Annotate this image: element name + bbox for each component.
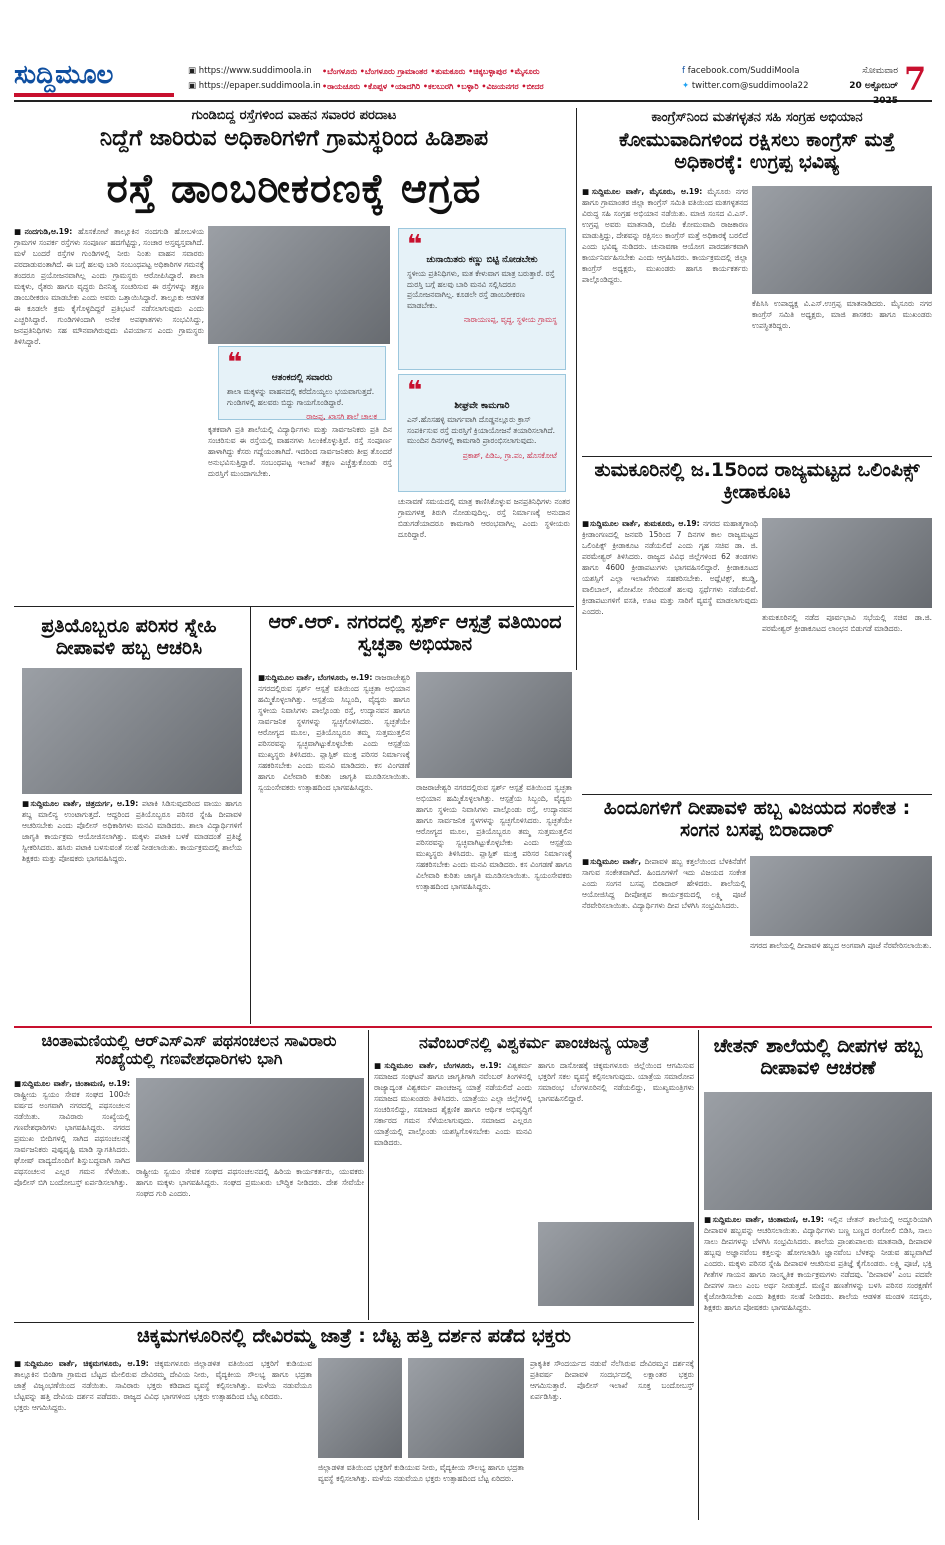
chetan-body <box>704 1214 932 1522</box>
chetan-byline: ■ಸುದ್ದಿಮೂಲ ವಾರ್ತೆ, ಚಿಂತಾಮಣಿ, ಆ.19: <box>704 1215 824 1224</box>
section-rule <box>582 456 932 457</box>
city-editions-line2: •ರಾಯಚೂರು •ಕೊಪ್ಪಳ •ಯಾದಗಿರಿ •ಕಲಬುರಗಿ •ಬಳ್ಳಾರಿ •ವಿಜಯನಗರ •ಬೀದರ <box>322 82 544 91</box>
quote-box-3 <box>398 374 566 492</box>
olympics-photo <box>762 518 932 608</box>
quote-mark-icon: ❝ <box>227 348 243 378</box>
lead-kicker: ಗುಂಡಿಬಿದ್ದ ರಸ್ತೆಗಳಿಂದ ವಾಹನ ಸವಾರರ ಪರದಾಟ <box>191 108 397 123</box>
deviramma-body-col4: ಪ್ರಾಕೃತಿಕ ಸೌಂದರ್ಯದ ನಡುವೆ ನೆಲೆಸಿರುವ ದೇವಿರಮ್ಮನ ದರ್ಶನಕ್ಕೆ ಪ್ರತಿವರ್ಷ ದೀಪಾವಳಿ ಸಂದರ್ಭದಲ್ಲಿ ಲಕ್ಷಾಂತರ ಭಕ್ತರು ಆಗಮಿಸುತ್ತಾರೆ. ಪೊಲೀಸ್ ಇಲಾಖೆ ಸೂಕ್ತ ಬಂದೋಬಸ್ತ್ ಏರ್ಪಡಿಸಿತ್ತು. <box>530 1359 694 1401</box>
sparsh-body-col2: ರಾಜರಾಜೇಶ್ವರಿ ನಗರದಲ್ಲಿರುವ ಸ್ಪರ್ಶ್ ಆಸ್ಪತ್ರೆ ವತಿಯಿಂದ ಸ್ವಚ್ಛತಾ ಅಭಿಯಾನ ಹಮ್ಮಿಕೊಳ್ಳಲಾಗಿತ್ತು. ಆಸ್ಪತ್ರೆಯ ಸಿಬ್ಬಂದಿ, ವೈದ್ಯರು ಹಾಗೂ ಸ್ಥಳೀಯ ನಿವಾಸಿಗಳು ಪಾಲ್ಗೊಂಡು ರಸ್ತೆ, ಉದ್ಯಾನವನ ಹಾಗೂ ಸಾರ್ವಜನಿಕ ಸ್ಥಳಗಳನ್ನು ಸ್ವಚ್ಛಗೊಳಿಸಿದರು. ಸ್ವಚ್ಛತೆಯೇ ಆರೋಗ್ಯದ ಮೂಲ, ಪ್ರತಿಯೊಬ್ಬರೂ ತಮ್ಮ ಸುತ್ತಮುತ್ತಲಿನ ಪರಿಸರವನ್ನು ಸ್ವಚ್ಛವಾಗಿಟ್ಟುಕೊಳ್ಳಬೇಕು ಎಂದು ಆಸ್ಪತ್ರೆಯ ಮುಖ್ಯಸ್ಥರು ತಿಳಿಸಿದರು. ಪ್ಲಾಸ್ಟಿಕ್ ಮುಕ್ತ ಪರಿಸರ ನಿರ್ಮಾಣಕ್ಕೆ ಸಹಕರಿಸಬೇಕು ಎಂದು ಮನವಿ ಮಾಡಿದರು. ಕಸ ವಿಂಗಡಣೆ ಹಾಗೂ ವಿಲೇವಾರಿ ಕುರಿತು ಜಾಗೃತಿ ಮೂಡಿಸಲಾಯಿತು. ಸ್ವಯಂಸೇವಕರು ಉತ್ಸಾಹದಿಂದ ಭಾಗವಹಿಸಿದ್ದರು. <box>416 783 572 891</box>
sangana-byline: ■ಸುದ್ದಿಮೂಲ ವಾರ್ತೆ, <box>582 857 642 866</box>
vishwakarma-headline: ನವೆಂಬರ್‌ನಲ್ಲಿ ವಿಶ್ವಕರ್ಮ ಪಾಂಚಜನ್ಯ ಯಾತ್ರೆ <box>418 1033 650 1052</box>
social-links <box>682 64 808 94</box>
deviramma-temple-photo <box>318 1358 402 1458</box>
lead-headline: ರಸ್ತೆ ಡಾಂಬರೀಕರಣಕ್ಕೆ ಆಗ್ರಹ <box>106 166 482 212</box>
congress-headline: ಕೋಮುವಾದಿಗಳಿಂದ ರಕ್ಷಿಸಲು ಕಾಂಗ್ರೆಸ್ ಮತ್ತೆ ಅಧಿಕಾರಕ್ಕೆ: ಉಗ್ರಪ್ಪ ಭವಿಷ್ಯ <box>619 129 895 173</box>
rss-march-photo <box>136 1078 364 1162</box>
quote-title: ಚುನಾಯಿತರು ಕಣ್ಣು ಬಿಟ್ಟಿ ನೋಡಬೇಕು <box>426 255 538 265</box>
city-editions <box>322 64 668 94</box>
deviramma-text: ಚಿಕ್ಕಮಗಳೂರು ತಾಲ್ಲೂಕಿನ ಬಿಂಡಿಗಾ ಗ್ರಾಮದ ಬೆಟ್ಟದ ಮೇಲಿರುವ ದೇವಿರಮ್ಮ ದೇವಿಯ ಜಾತ್ರೆ ವಿಜೃಂಭಣೆಯಿಂದ ನಡೆಯಿತು. ಸಾವಿರಾರು ಭಕ್ತರು ಕಡಿದಾದ ಬೆಟ್ಟವನ್ನು ಹತ್ತಿ ದೇವಿಯ ದರ್ಶನ ಪಡೆದರು. ರಾಜ್ಯದ ವಿವಿಧ ಭಾಗಗಳಿಂದ ಭಕ್ತರು ಆಗಮಿಸಿದ್ದರು. <box>14 1359 190 1412</box>
column-divider <box>250 606 251 1024</box>
rss-headline: ಚಿಂತಾಮಣಿಯಲ್ಲಿ ಆರ್‌ಎಸ್‌ಎಸ್ ಪಥಸಂಚಲನ ಸಾವಿರಾರು ಸಂಖ್ಯೆಯಲ್ಲಿ ಗಣವೇಶಧಾರಿಗಳು ಭಾಗಿ <box>41 1031 337 1069</box>
quote-text: ಸ್ಥಳೀಯ ಪ್ರತಿನಿಧಿಗಳು, ಮತ ಕೇಳುವಾಗ ಮಾತ್ರ ಬರುತ್ತಾರೆ. ರಸ್ತೆ ದುರಸ್ತಿ ಬಗ್ಗೆ ಹಲವು ಬಾರಿ ಮನವಿ ಸಲ್ಲಿಸಿದರೂ ಪ್ರಯೋಜನವಾಗಿಲ್ಲ. ಕೂಡಲೇ ರಸ್ತೆ ಡಾಂಬರೀಕರಣ ಮಾಡಬೇಕು. <box>407 269 555 310</box>
sparsh-body <box>258 672 410 1022</box>
lead-deck: ನಿದ್ದೆಗೆ ಜಾರಿರುವ ಅಧಿಕಾರಿಗಳಿಗೆ ಗ್ರಾಮಸ್ಥರಿಂದ ಹಿಡಿಶಾಪ <box>99 126 489 151</box>
quote-mark-icon: ❝ <box>407 376 423 406</box>
sparsh-text: ರಾಜರಾಜೇಶ್ವರಿ ನಗರದಲ್ಲಿರುವ ಸ್ಪರ್ಶ್ ಆಸ್ಪತ್ರೆ ವತಿಯಿಂದ ಸ್ವಚ್ಛತಾ ಅಭಿಯಾನ ಹಮ್ಮಿಕೊಳ್ಳಲಾಗಿತ್ತು. ಆಸ್ಪತ್ರೆಯ ಸಿಬ್ಬಂದಿ, ವೈದ್ಯರು ಹಾಗೂ ಸ್ಥಳೀಯ ನಿವಾಸಿಗಳು ಪಾಲ್ಗೊಂಡು ರಸ್ತೆ, ಉದ್ಯಾನವನ ಹಾಗೂ ಸಾರ್ವಜನಿಕ ಸ್ಥಳಗಳನ್ನು ಸ್ವಚ್ಛಗೊಳಿಸಿದರು. ಸ್ವಚ್ಛತೆಯೇ ಆರೋಗ್ಯದ ಮೂಲ, ಪ್ರತಿಯೊಬ್ಬರೂ ತಮ್ಮ ಸುತ್ತಮುತ್ತಲಿನ ಪರಿಸರವನ್ನು ಸ್ವಚ್ಛವಾಗಿಟ್ಟುಕೊಳ್ಳಬೇಕು ಎಂದು ಆಸ್ಪತ್ರೆಯ ಮುಖ್ಯಸ್ಥರು ತಿಳಿಸಿದರು. ಪ್ಲಾಸ್ಟಿಕ್ ಮುಕ್ತ ಪರಿಸರ ನಿರ್ಮಾಣಕ್ಕೆ ಸಹಕರಿಸಬೇಕು ಎಂದು ಮನವಿ ಮಾಡಿದರು. ಕಸ ವಿಂಗಡಣೆ ಹಾಗೂ ವಿಲೇವಾರಿ ಕುರಿತು ಜಾಗೃತಿ ಮೂಡಿಸಲಾಯಿತು. ಸ್ವಯಂಸೇವಕರು ಉತ್ಸಾಹದಿಂದ ಭಾಗವಹಿಸಿದ್ದರು. <box>258 673 410 792</box>
sparsh-byline: ■ಸುದ್ದಿಮೂಲ ವಾರ್ತೆ, ಬೆಂಗಳೂರು, ಆ.19: <box>258 673 373 682</box>
twitter-link[interactable]: twitter.com@suddimoola22 <box>691 81 809 91</box>
deviramma-headline: ಚಿಕ್ಕಮಗಳೂರಿನಲ್ಲಿ ದೇವಿರಮ್ಮ ಜಾತ್ರೆ : ಬೆಟ್ಟ ಹತ್ತಿ ದರ್ಶನ ಪಡೆದ ಭಕ್ತರು <box>137 1325 571 1347</box>
issue-day: ಸೋಮವಾರ <box>862 66 898 76</box>
eco-deepavali-text: ಪಟಾಕಿ ಸಿಡಿಸುವುದರಿಂದ ವಾಯು ಹಾಗೂ ಶಬ್ದ ಮಾಲಿನ್ಯ ಉಂಟಾಗುತ್ತದೆ. ಆದ್ದರಿಂದ ಪ್ರತಿಯೊಬ್ಬರೂ ಪರಿಸರ ಸ್ನೇಹಿ ದೀಪಾವಳಿ ಆಚರಿಸಬೇಕು ಎಂದು ಪೊಲೀಸ್ ಅಧಿಕಾರಿಗಳು ಮನವಿ ಮಾಡಿದರು. ಶಾಲಾ ವಿದ್ಯಾರ್ಥಿಗಳಿಗೆ ಜಾಗೃತಿ ಕಾರ್ಯಕ್ರಮ ಆಯೋಜಿಸಲಾಗಿತ್ತು. ಮಕ್ಕಳು ಪಟಾಕಿ ಬಳಕೆ ಮಾಡದಂತೆ ಪ್ರತಿಜ್ಞೆ ಸ್ವೀಕರಿಸಿದರು. ಹಸಿರು ಪಟಾಕಿ ಬಳಸುವಂತೆ ಸಲಹೆ ನೀಡಲಾಯಿತು. ಕಾರ್ಯಕ್ರಮದಲ್ಲಿ ಶಾಲೆಯ ಶಿಕ್ಷಕರು ಮತ್ತು ಪೋಷಕರು ಭಾಗವಹಿಸಿದ್ದರು. <box>22 799 242 863</box>
brand-logo: ಸುದ್ದಿಮೂಲ <box>14 60 114 90</box>
section-rule <box>14 1026 932 1028</box>
quote-title: ಶೀಘ್ರವೇ ಕಾಮಗಾರಿ <box>454 401 510 411</box>
congress-text: ಮೈಸೂರು ನಗರ ಹಾಗೂ ಗ್ರಾಮಾಂತರ ಜಿಲ್ಲಾ ಕಾಂಗ್ರೆಸ್ ಸಮಿತಿ ವತಿಯಿಂದ ಮತಗಳ್ಳತನದ ವಿರುದ್ಧ ಸಹಿ ಸಂಗ್ರಹ ಅಭಿಯಾನ ನಡೆಯಿತು. ಮಾಜಿ ಸಂಸದ ವಿ.ಎಸ್. ಉಗ್ರಪ್ಪ ಅವರು ಮಾತನಾಡಿ, ಬಿಜೆಪಿ ಕೋಮುವಾದಿ ರಾಜಕಾರಣ ಮಾಡುತ್ತಿದ್ದು, ದೇಶವನ್ನು ರಕ್ಷಿಸಲು ಕಾಂಗ್ರೆಸ್ ಮತ್ತೆ ಅಧಿಕಾರಕ್ಕೆ ಬರಲಿದೆ ಎಂದು ಭವಿಷ್ಯ ನುಡಿದರು. ಚುನಾವಣಾ ಆಯೋಗ ಪಾರದರ್ಶಕವಾಗಿ ಕಾರ್ಯನಿರ್ವಹಿಸಬೇಕು ಎಂದು ಆಗ್ರಹಿಸಿದರು. ಕಾರ್ಯಕ್ರಮದಲ್ಲಿ ಜಿಲ್ಲಾ ಕಾಂಗ್ರೆಸ್ ಅಧ್ಯಕ್ಷರು, ಮುಖಂಡರು ಹಾಗೂ ಕಾರ್ಯಕರ್ತರು ಪಾಲ್ಗೊಂಡಿದ್ದರು. <box>582 187 748 284</box>
lead-body: ಹೊಸಕೋಟೆ ತಾಲ್ಲೂಕಿನ ನಂದಗುಡಿ ಹೋಬಳಿಯ ಗ್ರಾಮಗಳ ಸಂಪರ್ಕ ರಸ್ತೆಗಳು ಸಂಪೂರ್ಣ ಹದಗೆಟ್ಟಿದ್ದು, ಸಂಚಾರ ಅಸ್ತವ್ಯಸ್ತವಾಗಿದೆ. ಮಳೆ ಬಂದರೆ ರಸ್ತೆಗಳ ಗುಂಡಿಗಳಲ್ಲಿ ನೀರು ನಿಂತು ವಾಹನ ಸವಾರರು ಪರದಾಡುವಂತಾಗಿದೆ. ಈ ಬಗ್ಗೆ ಹಲವು ಬಾರಿ ಸಂಬಂಧಪಟ್ಟ ಅಧಿಕಾರಿಗಳ ಗಮನಕ್ಕೆ ತಂದರೂ ಪ್ರಯೋಜನವಾಗಿಲ್ಲ ಎಂದು ಗ್ರಾಮಸ್ಥರು ಆರೋಪಿಸಿದ್ದಾರೆ. ಶಾಲಾ ಮಕ್ಕಳು, ರೈತರು ಹಾಗೂ ವೃದ್ಧರು ದಿನನಿತ್ಯ ಸಂಚರಿಸುವ ಈ ರಸ್ತೆಗಳನ್ನು ತಕ್ಷಣ ಡಾಂಬರೀಕರಣ ಮಾಡಬೇಕು ಎಂದು ಅವರು ಒತ್ತಾಯಿಸಿದ್ದಾರೆ. ತಾಲ್ಲೂಕು ಆಡಳಿತ ಈ ಕೂಡಲೇ ಕ್ರಮ ಕೈಗೊಳ್ಳದಿದ್ದರೆ ಪ್ರತಿಭಟನೆ ನಡೆಸಲಾಗುವುದು ಎಂದು ಎಚ್ಚರಿಸಿದ್ದಾರೆ. ಗುಂಡಿಗಳಿಂದಾಗಿ ಅನೇಕ ಅಪಘಾತಗಳು ಸಂಭವಿಸಿದ್ದು, ಜನಪ್ರತಿನಿಧಿಗಳು ಸಹ ಮೌನವಾಗಿರುವುದು ವಿಪರ್ಯಾಸ ಎಂದು ಗ್ರಾಮಸ್ಥರು ತಿಳಿಸಿದ್ದಾರೆ. <box>14 227 204 346</box>
lead-body-col1 <box>14 226 204 488</box>
congress-caption: ಕೆಪಿಸಿಸಿ ಉಪಾಧ್ಯಕ್ಷ ವಿ.ಎಸ್.ಉಗ್ರಪ್ಪ ಮಾತನಾಡಿದರು. ಮೈಸೂರು ನಗರ ಕಾಂಗ್ರೆಸ್ ಸಮಿತಿ ಅಧ್ಯಕ್ಷರು, ಮಾಜಿ ಶಾಸಕರು ಹಾಗೂ ಮುಖಂಡರು ಉಪಸ್ಥಿತರಿದ್ದರು. <box>752 299 932 330</box>
deviramma-crowd-photo <box>408 1358 524 1458</box>
section-rule <box>14 606 574 607</box>
masthead <box>14 60 932 106</box>
olympics-byline: ■ಸುದ್ದಿಮೂಲ ವಾರ್ತೆ, ತುಮಕೂರು, ಆ.19: <box>582 519 700 528</box>
column-divider <box>576 108 577 670</box>
eco-deepavali-headline: ಪ್ರತಿಯೊಬ್ಬರೂ ಪರಿಸರ ಸ್ನೇಹಿ ದೀಪಾವಳಿ ಹಬ್ಬ ಆಚರಿಸಿ <box>41 615 217 659</box>
vishwakarma-body-col2: ಹಾಗೂ ದಾಸೋಹಕ್ಕೆ ಚಿಕ್ಕಮಗಳೂರು ಜಿಲ್ಲೆಯಿಂದ ಆಗಮಿಸುವ ಭಕ್ತರಿಗೆ ಸಕಲ ವ್ಯವಸ್ಥೆ ಕಲ್ಪಿಸಲಾಗುವುದು. ಯಾತ್ರೆಯ ಸಮಾರೋಪ ಸಮಾರಂಭ ಬೆಂಗಳೂರಿನಲ್ಲಿ ನಡೆಯಲಿದ್ದು, ಮುಖ್ಯಮಂತ್ರಿಗಳು ಭಾಗವಹಿಸಲಿದ್ದಾರೆ. <box>538 1061 694 1103</box>
quote-box-1 <box>398 228 566 370</box>
quote-title: ಆತಂಕದಲ್ಲಿ ಸವಾರರು <box>271 373 333 383</box>
congress-body <box>582 186 748 454</box>
chetan-text: ಇಲ್ಲಿನ ಚೇತನ್ ಶಾಲೆಯಲ್ಲಿ ಅದ್ದೂರಿಯಾಗಿ ದೀಪಾವಳಿ ಹಬ್ಬವನ್ನು ಆಚರಿಸಲಾಯಿತು. ವಿದ್ಯಾರ್ಥಿಗಳು ಬಣ್ಣ ಬಣ್ಣದ ರಂಗೋಲಿ ಬಿಡಿಸಿ, ಸಾಲು ಸಾಲು ದೀಪಗಳನ್ನು ಬೆಳಗಿಸಿ ಸಂಭ್ರಮಿಸಿದರು. ಶಾಲೆಯ ಪ್ರಾಂಶುಪಾಲರು ಮಾತನಾಡಿ, ದೀಪಾವಳಿ ಹಬ್ಬವು ಅಜ್ಞಾನವೆಂಬ ಕತ್ತಲನ್ನು ಹೋಗಲಾಡಿಸಿ ಜ್ಞಾನವೆಂಬ ಬೆಳಕನ್ನು ನೀಡುವ ಹಬ್ಬವಾಗಿದೆ ಎಂದರು. ಮಕ್ಕಳು ಪರಿಸರ ಸ್ನೇಹಿ ದೀಪಾವಳಿ ಆಚರಿಸುವ ಪ್ರತಿಜ್ಞೆ ಕೈಗೊಂಡರು. ಲಕ್ಷ್ಮಿ ಪೂಜೆ, ಭಕ್ತಿ ಗೀತೆಗಳ ಗಾಯನ ಹಾಗೂ ಸಾಂಸ್ಕೃತಿಕ ಕಾರ್ಯಕ್ರಮಗಳು ನಡೆದವು. 'ದೀಪಾವಳಿ' ಎಂಬ ಪದವೇ ದೀಪಗಳ ಸಾಲು ಎಂಬ ಅರ್ಥ ನೀಡುತ್ತದೆ. ಮಣ್ಣಿನ ಹಣತೆಗಳನ್ನು ಬಳಸಿ ಪರಿಸರ ಸಂರಕ್ಷಣೆಗೆ ಕೈಜೋಡಿಸಬೇಕು ಎಂದು ಶಿಕ್ಷಕರು ಸಲಹೆ ನೀಡಿದರು. ಶಾಲೆಯ ಆಡಳಿತ ಮಂಡಳಿ ಸದಸ್ಯರು, ಶಿಕ್ಷಕರು ಹಾಗೂ ಪೋಷಕರು ಭಾಗವಹಿಸಿದ್ದರು. <box>704 1215 932 1312</box>
deviramma-body-col2: ಜಿಲ್ಲಾಡಳಿತ ವತಿಯಿಂದ ಭಕ್ತರಿಗೆ ಕುಡಿಯುವ ನೀರು, ವೈದ್ಯಕೀಯ ಸೌಲಭ್ಯ ಹಾಗೂ ಭದ್ರತಾ ವ್ಯವಸ್ಥೆ ಕಲ್ಪಿಸಲಾಗಿತ್ತು. ಮಳೆಯ ನಡುವೆಯೂ ಭಕ್ತರು ಉತ್ಸಾಹದಿಂದ ಬೆಟ್ಟ ಏರಿದರು. <box>194 1359 312 1401</box>
congress-byline: ■ಸುದ್ದಿಮೂಲ ವಾರ್ತೆ, ಮೈಸೂರು, ಆ.19: <box>582 187 703 196</box>
eco-deepavali-body <box>22 798 242 1022</box>
eco-deepavali-photo <box>22 668 242 794</box>
issue-date <box>824 64 898 109</box>
chetan-headline: ಚೇತನ್ ಶಾಲೆಯಲ್ಲಿ ದೀಪಗಳ ಹಬ್ಬ ದೀಪಾವಳಿ ಆಚರಣೆ <box>713 1035 923 1079</box>
lead-byline: ■ನಂದಗುಡಿ,ಆ.19: <box>14 227 73 236</box>
rss-body-col2: ರಾಷ್ಟ್ರೀಯ ಸ್ವಯಂ ಸೇವಕ ಸಂಘದ ಪಥಸಂಚಲನದಲ್ಲಿ ಹಿರಿಯ ಕಾರ್ಯಕರ್ತರು, ಯುವಕರು ಹಾಗೂ ಮಕ್ಕಳು ಭಾಗವಹಿಸಿದ್ದರು. ಸಂಘದ ಪ್ರಮುಖರು ಬೌದ್ಧಿಕ ನೀಡಿದರು. ದೇಶ ಸೇವೆಯೇ ಸಂಘದ ಗುರಿ ಎಂದರು. <box>136 1167 364 1198</box>
sangana-photo <box>750 856 932 936</box>
quote-mark-icon: ❝ <box>407 230 423 260</box>
quote-text: ಎನ್.ಹೊಸಹಳ್ಳಿ ಮಾರ್ಗವಾಗಿ ದೊಡ್ಡನಲ್ಲೂರು ಕ್ರಾಸ್ ಸಂಪರ್ಕಿಸುವ ರಸ್ತೆ ದುರಸ್ತಿಗೆ ಕ್ರಿಯಾಯೋಜನೆ ತಯಾರಿಸಲಾಗಿದೆ. ಮುಂದಿನ ದಿನಗಳಲ್ಲಿ ಕಾಮಗಾರಿ ಪ್ರಾರಂಭಿಸಲಾಗುವುದು. <box>407 415 556 445</box>
brand-stripe <box>14 93 174 97</box>
page-number: 7 <box>904 60 927 98</box>
city-editions-line1: •ಬೆಂಗಳೂರು •ಬೆಂಗಳೂರು ಗ್ರಾಮಾಂತರ •ತುಮಕೂರು •ಚಿಕ್ಕಬಳ್ಳಾಪುರ •ಮೈಸೂರು <box>322 67 540 76</box>
sangana-headline: ಹಿಂದೂಗಳಿಗೆ ದೀಪಾವಳಿ ಹಬ್ಬ ವಿಜಯದ ಸಂಕೇತ : ಸಂಗನ ಬಸಪ್ಪ ಬಿರಾದಾರ್ <box>603 797 911 841</box>
epaper-url-link[interactable]: https://epaper.suddimoola.in <box>198 81 321 91</box>
quote-author: ಪ್ರಕಾಶ್, ಪಿಡಿಒ, ಗ್ರಾ.ಪಂ, ಹೊಸಕೋಟೆ <box>462 450 557 460</box>
quote-author: ರಾಜಪ್ಪ, ಖಾಸಗಿ ಶಾಲೆ ಚಾಲಕ <box>306 412 377 421</box>
column-divider <box>698 1030 699 1520</box>
section-rule <box>582 794 932 795</box>
column-divider <box>368 1030 369 1320</box>
vishwakarma-photo <box>538 1222 694 1306</box>
masthead-urls: ▣ https://www.suddimoola.in ▣ https://epaper.suddimoola.in <box>188 66 321 91</box>
rss-body <box>14 1078 130 1320</box>
lead-body-col2: ಕೃತಕವಾಗಿ ಪ್ರತಿ ಶಾಲೆಯಲ್ಲಿ ವಿದ್ಯಾರ್ಥಿಗಳು ಮತ್ತು ಸಾರ್ವಜನಿಕರು ಪ್ರತಿ ದಿನ ಸಂಚರಿಸುವ ಈ ರಸ್ತೆಯಲ್ಲಿ ವಾಹನಗಳು ಸಿಲುಕಿಕೊಳ್ಳುತ್ತಿವೆ. ರಸ್ತೆ ಸಂಪೂರ್ಣ ಹಾಳಾಗಿದ್ದು ಕೆಸರು ಗದ್ದೆಯಂತಾಗಿದೆ. ಇದರಿಂದ ಸಾರ್ವಜನಿಕರು ತೀವ್ರ ತೊಂದರೆ ಅನುಭವಿಸುತ್ತಿದ್ದಾರೆ. ಸಂಬಂಧಪಟ್ಟ ಇಲಾಖೆ ತಕ್ಷಣ ಎಚ್ಚೆತ್ತುಕೊಂಡು ರಸ್ತೆ ದುರಸ್ತಿಗೆ ಮುಂದಾಗಬೇಕು. <box>208 425 392 478</box>
vishwakarma-text: ವಿಶ್ವಕರ್ಮ ಸಮಾಜದ ಸಂಘಟನೆ ಹಾಗೂ ಜಾಗೃತಿಗಾಗಿ ನವೆಂಬರ್ ತಿಂಗಳಿನಲ್ಲಿ ರಾಜ್ಯಾದ್ಯಂತ ವಿಶ್ವಕರ್ಮ ಪಾಂಚಜನ್ಯ ಯಾತ್ರೆ ನಡೆಯಲಿದೆ ಎಂದು ಸಮಾಜದ ಮುಖಂಡರು ತಿಳಿಸಿದರು. ಯಾತ್ರೆಯು ಎಲ್ಲಾ ಜಿಲ್ಲೆಗಳಲ್ಲಿ ಸಂಚರಿಸಲಿದ್ದು, ಸಮಾಜದ ಶೈಕ್ಷಣಿಕ ಹಾಗೂ ಆರ್ಥಿಕ ಅಭಿವೃದ್ಧಿಗೆ ಸರ್ಕಾರದ ಗಮನ ಸೆಳೆಯಲಾಗುವುದು. ಸಮಾಜದ ಎಲ್ಲರೂ ಯಾತ್ರೆಯಲ್ಲಿ ಪಾಲ್ಗೊಂಡು ಯಶಸ್ವಿಗೊಳಿಸಬೇಕು ಎಂದು ಮನವಿ ಮಾಡಿದರು. <box>374 1061 532 1147</box>
sangana-text: ದೀಪಾವಳಿ ಹಬ್ಬ ಕತ್ತಲೆಯಿಂದ ಬೆಳಕಿನೆಡೆಗೆ ಸಾಗುವ ಸಂಕೇತವಾಗಿದೆ. ಹಿಂದೂಗಳಿಗೆ ಇದು ವಿಜಯದ ಸಂಕೇತ ಎಂದು ಸಂಗನ ಬಸಪ್ಪ ಬಿರಾದಾರ್ ಹೇಳಿದರು. ಶಾಲೆಯಲ್ಲಿ ಆಯೋಜಿಸಿದ್ದ ದೀಪೋತ್ಸವ ಕಾರ್ಯಕ್ರಮದಲ್ಲಿ ಲಕ್ಷ್ಮಿ ಪೂಜೆ ನೆರವೇರಿಸಲಾಯಿತು. ವಿದ್ಯಾರ್ಥಿಗಳು ದೀಪ ಬೆಳಗಿಸಿ ಸಂಭ್ರಮಿಸಿದರು. <box>582 857 746 910</box>
chetan-school-photo <box>704 1092 932 1210</box>
rss-byline: ■ಸುದ್ದಿಮೂಲ ವಾರ್ತೆ, ಚಿಂತಾಮಣಿ, ಆ.19: <box>14 1079 130 1088</box>
sangana-caption: ನಗರದ ಶಾಲೆಯಲ್ಲಿ ದೀಪಾವಳಿ ಹಬ್ಬದ ಅಂಗವಾಗಿ ಪೂಜೆ ನೆರವೇರಿಸಲಾಯಿತು. <box>750 941 932 950</box>
quote-text: ಶಾಲಾ ಮಕ್ಕಳನ್ನು ವಾಹನದಲ್ಲಿ ಕರೆದೊಯ್ಯಲು ಭಯವಾಗುತ್ತದೆ. ಗುಂಡಿಗಳಲ್ಲಿ ಹಲವರು ಬಿದ್ದು ಗಾಯಗೊಂಡಿದ್ದಾರೆ. <box>227 387 375 407</box>
sparsh-photo <box>416 672 572 778</box>
twitter-icon: ✦ <box>682 81 690 91</box>
sparsh-headline: ಆರ್.ಆರ್. ನಗರದಲ್ಲಿ ಸ್ಪರ್ಶ್ ಆಸ್ಪತ್ರೆ ವತಿಯಿಂದ ಸ್ವಚ್ಛತಾ ಅಭಿಯಾನ <box>268 611 562 655</box>
olympics-headline: ತುಮಕೂರಿನಲ್ಲಿ ಜ.15ರಿಂದ ರಾಜ್ಯಮಟ್ಟದ ಒಲಿಂಪಿಕ್ಸ್ ಕ್ರೀಡಾಕೂಟ <box>594 459 920 503</box>
congress-kicker: ಕಾಂಗ್ರೆಸ್‌ನಿಂದ ಮತಗಳ್ಳತನ ಸಹಿ ಸಂಗ್ರಹ ಅಭಿಯಾನ <box>651 110 863 125</box>
deviramma-body-col3: ಜಿಲ್ಲಾಡಳಿತ ವತಿಯಿಂದ ಭಕ್ತರಿಗೆ ಕುಡಿಯುವ ನೀರು, ವೈದ್ಯಕೀಯ ಸೌಲಭ್ಯ ಹಾಗೂ ಭದ್ರತಾ ವ್ಯವಸ್ಥೆ ಕಲ್ಪಿಸಲಾಗಿತ್ತು. ಮಳೆಯ ನಡುವೆಯೂ ಭಕ್ತರು ಉತ್ಸಾಹದಿಂದ ಬೆಟ್ಟ ಏರಿದರು. <box>318 1463 524 1483</box>
section-rule <box>14 1322 694 1323</box>
rss-text: ರಾಷ್ಟ್ರೀಯ ಸ್ವಯಂ ಸೇವಕ ಸಂಘದ 100ನೇ ವರ್ಷದ ಅಂಗವಾಗಿ ನಗರದಲ್ಲಿ ಪಥಸಂಚಲನ ನಡೆಯಿತು. ಸಾವಿರಾರು ಸಂಖ್ಯೆಯಲ್ಲಿ ಗಣವೇಶಧಾರಿಗಳು ಭಾಗವಹಿಸಿದ್ದರು. ನಗರದ ಪ್ರಮುಖ ಬೀದಿಗಳಲ್ಲಿ ಸಾಗಿದ ಪಥಸಂಚಲನಕ್ಕೆ ಸಾರ್ವಜನಿಕರು ಪುಷ್ಪವೃಷ್ಟಿ ಮಾಡಿ ಸ್ವಾಗತಿಸಿದರು. ಘೋಷ್ ವಾದ್ಯದೊಂದಿಗೆ ಶಿಸ್ತುಬದ್ಧವಾಗಿ ಸಾಗಿದ ಪಥಸಂಚಲನ ಎಲ್ಲರ ಗಮನ ಸೆಳೆಯಿತು. ಪೊಲೀಸ್ ಬಿಗಿ ಬಂದೋಬಸ್ತ್ ಏರ್ಪಡಿಸಲಾಗಿತ್ತು. <box>14 1090 130 1187</box>
sangana-body <box>582 856 746 1022</box>
issue-date-text: 20 ಅಕ್ಟೋಬರ್ 2025 <box>849 81 898 106</box>
lead-body-col3: ಚುನಾವಣೆ ಸಮಯದಲ್ಲಿ ಮಾತ್ರ ಕಾಣಿಸಿಕೊಳ್ಳುವ ಜನಪ್ರತಿನಿಧಿಗಳು ನಂತರ ಗ್ರಾಮಗಳತ್ತ ತಿರುಗಿ ನೋಡುವುದಿಲ್ಲ. ರಸ್ತೆ ನಿರ್ಮಾಣಕ್ಕೆ ಅನುದಾನ ಬಿಡುಗಡೆಯಾದರೂ ಕಾಮಗಾರಿ ಆರಂಭವಾಗಿಲ್ಲ ಎಂದು ಸ್ಥಳೀಯರು ದೂರಿದ್ದಾರೆ. <box>398 497 570 539</box>
deviramma-byline: ■ಸುದ್ದಿಮೂಲ ವಾರ್ತೆ, ಚಿಕ್ಕಮಗಳೂರು, ಆ.19: <box>14 1359 149 1368</box>
web-url-link[interactable]: https://www.suddimoola.in <box>198 66 312 76</box>
facebook-link[interactable]: facebook.com/SuddiMoola <box>687 66 800 76</box>
vishwakarma-byline: ■ಸುದ್ದಿಮೂಲ ವಾರ್ತೆ, ಬೆಂಗಳೂರು, ಆ.19: <box>374 1061 502 1070</box>
pothole-road-photo <box>208 226 390 344</box>
quote-box-2 <box>218 346 386 420</box>
congress-photo <box>752 186 932 294</box>
olympics-caption: ತುಮಕೂರಿನಲ್ಲಿ ನಡೆದ ಪೂರ್ವಭಾವಿ ಸಭೆಯಲ್ಲಿ ಸಚಿವ ಡಾ.ಜಿ. ಪರಮೇಶ್ವರ್ ಕ್ರೀಡಾಕೂಟದ ಲಾಂಛನ ಬಿಡುಗಡೆ ಮಾಡಿದರು. <box>762 613 932 633</box>
vishwakarma-body <box>374 1060 532 1320</box>
quote-author: ನಾರಾಯಣಪ್ಪ, ವೃದ್ಧ, ಸ್ಥಳೀಯ ಗ್ರಾಮಸ್ಥ <box>463 315 557 324</box>
eco-deepavali-byline: ■ಸುದ್ದಿಮೂಲ ವಾರ್ತೆ, ಚಿತ್ರದುರ್ಗ, ಆ.19: <box>22 799 139 808</box>
olympics-body <box>582 518 758 790</box>
deviramma-body <box>14 1358 190 1508</box>
olympics-text: ನಗರದ ಮಹಾತ್ಮಗಾಂಧಿ ಕ್ರೀಡಾಂಗಣದಲ್ಲಿ ಜನವರಿ 15ರಿಂದ 7 ದಿನಗಳ ಕಾಲ ರಾಜ್ಯಮಟ್ಟದ ಒಲಿಂಪಿಕ್ಸ್ ಕ್ರೀಡಾಕೂಟ ನಡೆಯಲಿದೆ ಎಂದು ಗೃಹ ಸಚಿವ ಡಾ. ಜಿ. ಪರಮೇಶ್ವರ್ ತಿಳಿಸಿದರು. ರಾಜ್ಯದ ವಿವಿಧ ಜಿಲ್ಲೆಗಳಿಂದ 62 ತಂಡಗಳು ಹಾಗೂ 4600 ಕ್ರೀಡಾಪಟುಗಳು ಭಾಗವಹಿಸಲಿದ್ದಾರೆ. ಕ್ರೀಡಾಕೂಟದ ಯಶಸ್ಸಿಗೆ ಎಲ್ಲಾ ಇಲಾಖೆಗಳು ಸಹಕರಿಸಬೇಕು. ಅಥ್ಲೆಟಿಕ್ಸ್, ಕಬಡ್ಡಿ, ವಾಲಿಬಾಲ್, ಖೋಖೋ ಸೇರಿದಂತೆ ಹಲವು ಸ್ಪರ್ಧೆಗಳು ನಡೆಯಲಿವೆ. ಕ್ರೀಡಾಪಟುಗಳಿಗೆ ವಸತಿ, ಊಟ ಮತ್ತು ಸಾರಿಗೆ ವ್ಯವಸ್ಥೆ ಮಾಡಲಾಗುವುದು ಎಂದರು. <box>582 519 758 616</box>
facebook-icon: f <box>682 66 685 76</box>
